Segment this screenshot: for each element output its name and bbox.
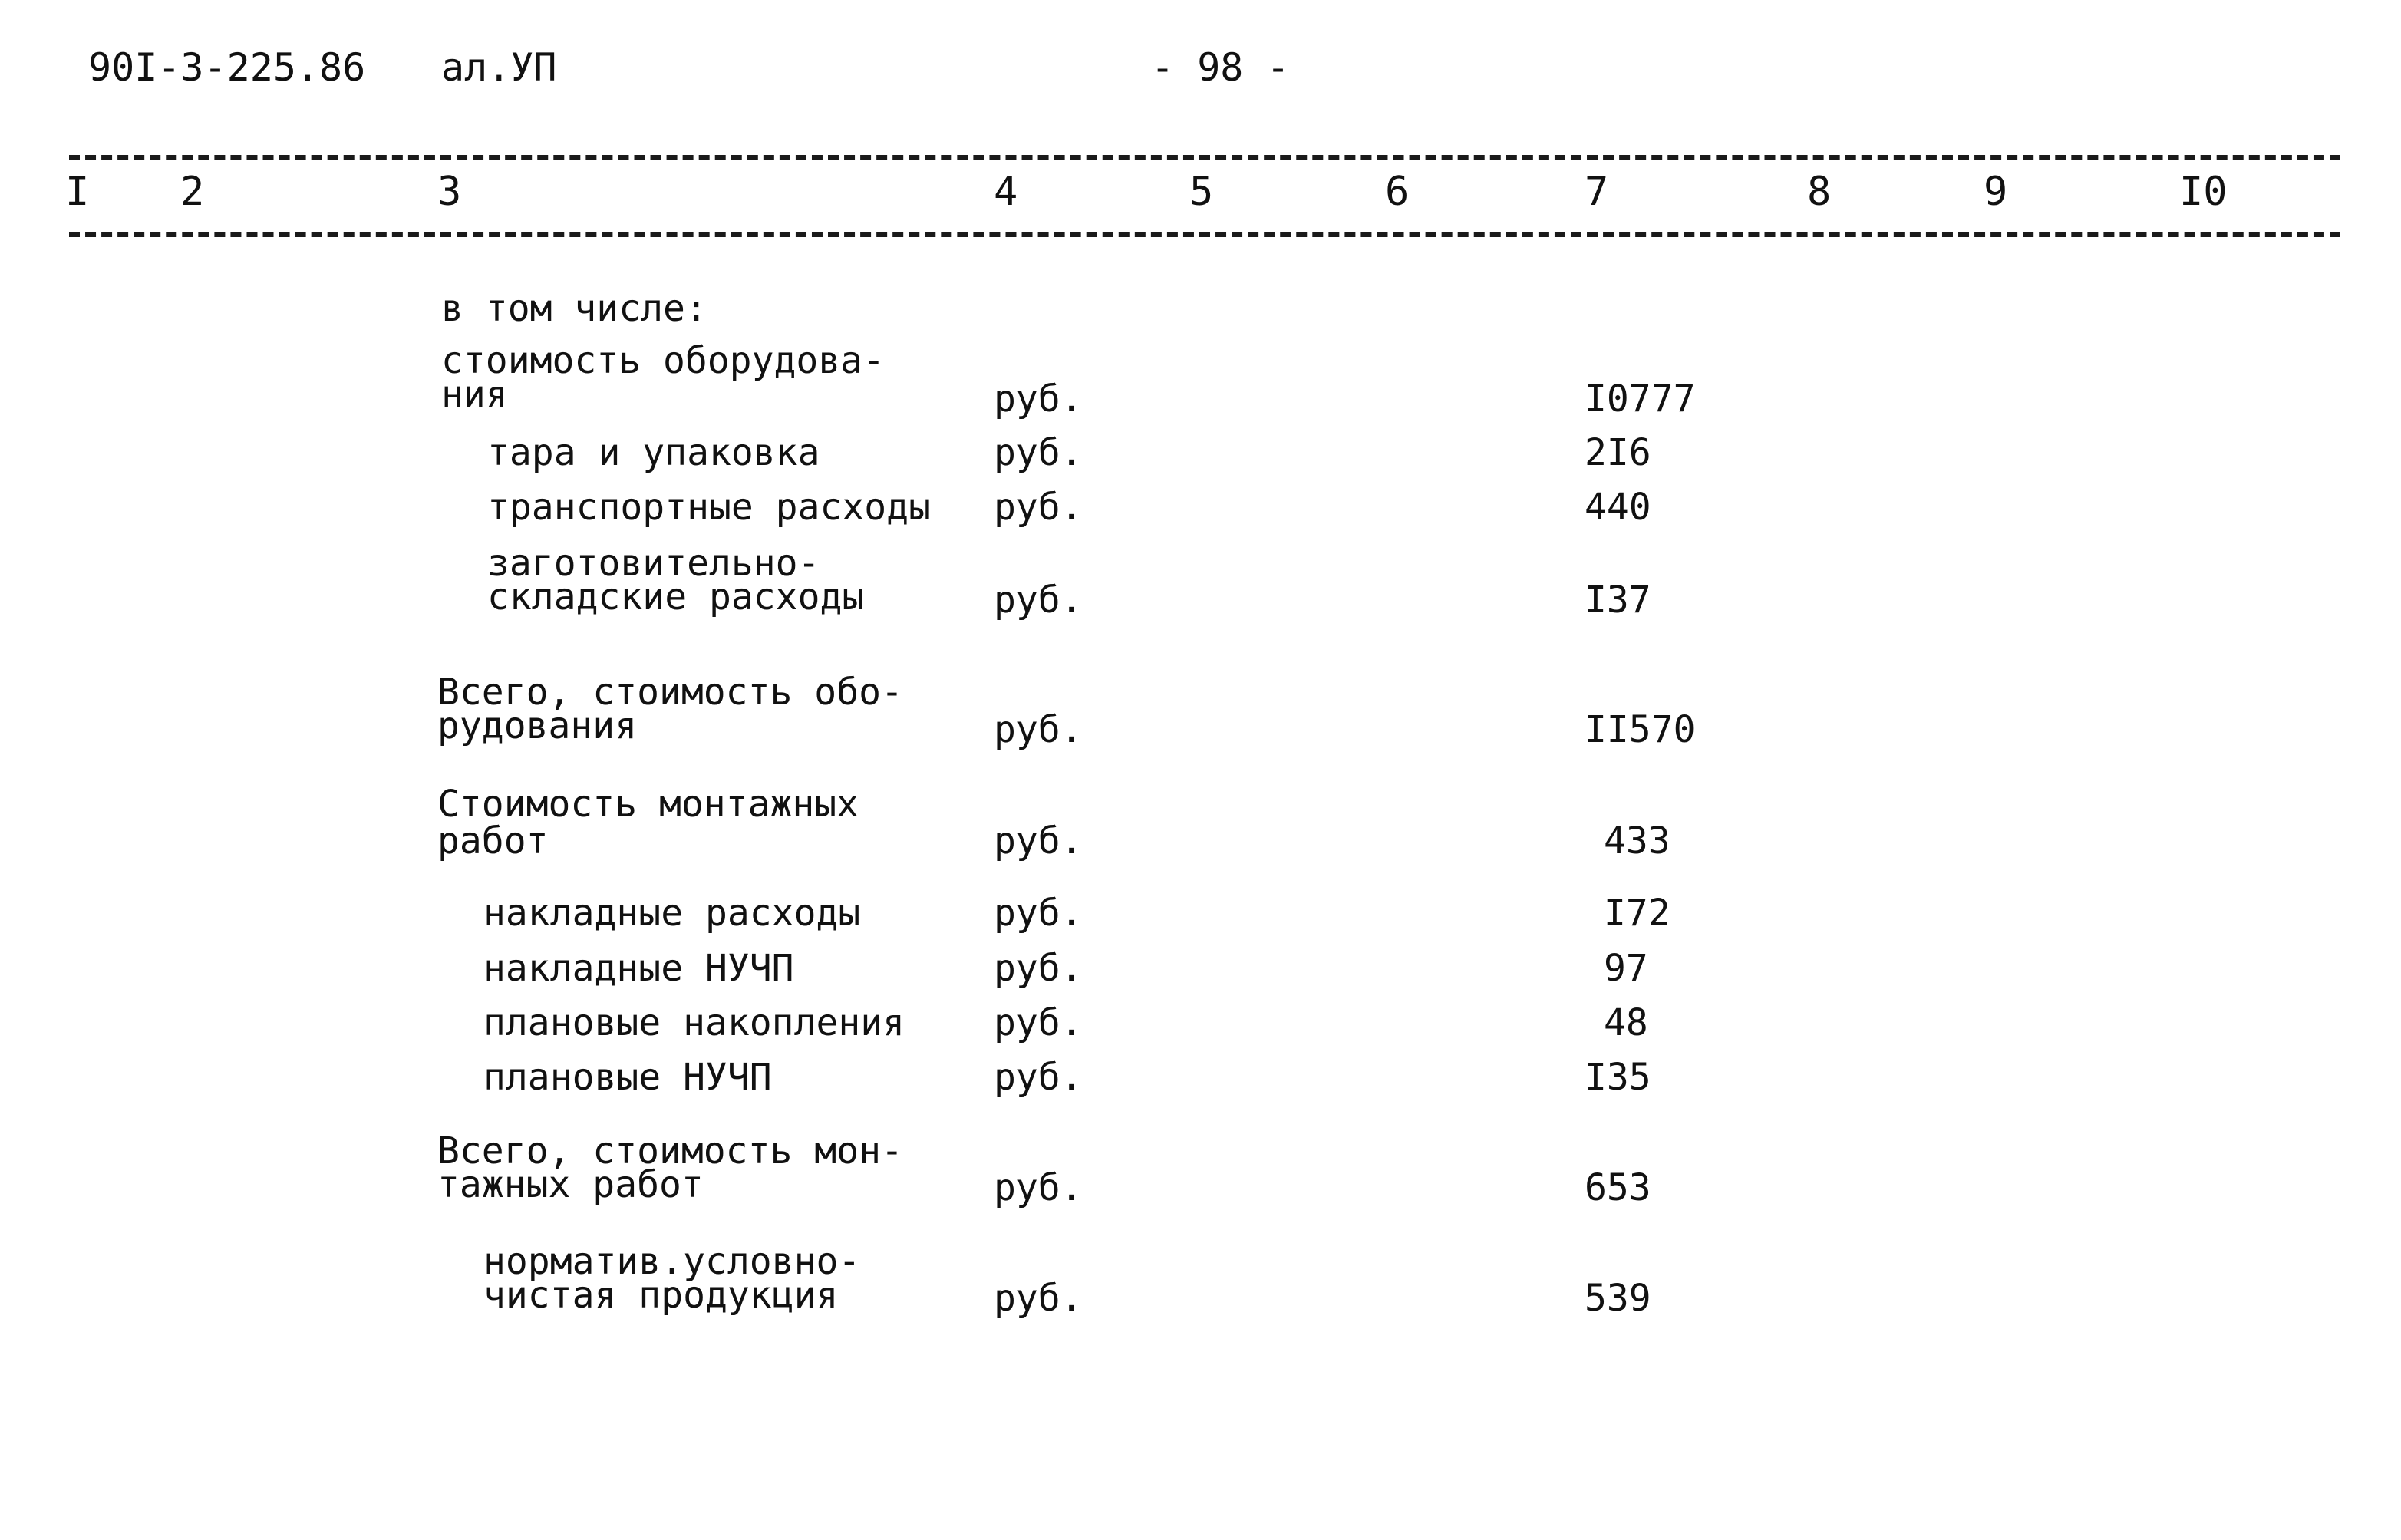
row-label-installation-cost: Стоимость монтажных работ	[437, 783, 859, 862]
sheet-label: ал.УП	[441, 45, 557, 90]
row-unit-equipment-cost: руб.	[994, 378, 1083, 420]
table-header-rule	[69, 232, 2340, 237]
row-label-planned-nuchp: плановые НУЧП	[483, 1056, 772, 1099]
row-unit-total-equipment: руб.	[994, 708, 1083, 751]
column-number-1: I	[65, 169, 90, 215]
page-number: - 98 -	[1151, 45, 1290, 90]
row-label-total-installation: Всего, стоимость мон- тажных работ	[437, 1129, 903, 1206]
row-unit-overhead-nuchp: руб.	[994, 947, 1083, 990]
row-value-total-equipment: II570	[1585, 708, 1696, 751]
row-unit-packaging: руб.	[994, 431, 1083, 474]
column-number-10: I0	[2179, 169, 2228, 215]
row-unit-planned-nuchp: руб.	[994, 1056, 1083, 1099]
column-number-3: 3	[437, 169, 462, 215]
row-label-planned-savings: плановые накопления	[483, 1001, 905, 1044]
row-value-packaging: 2I6	[1585, 431, 1651, 474]
row-value-transport: 440	[1585, 486, 1651, 529]
column-number-6: 6	[1385, 169, 1410, 215]
column-number-8: 8	[1807, 169, 1832, 215]
column-number-7: 7	[1585, 169, 1609, 215]
row-unit-planned-savings: руб.	[994, 1001, 1083, 1044]
row-label-procurement-storage: заготовительно- складские расходы	[487, 542, 865, 618]
column-number-4: 4	[994, 169, 1018, 215]
row-value-equipment-cost: I0777	[1585, 378, 1696, 420]
row-label-equipment-cost: стоимость оборудова- ния	[441, 339, 885, 416]
row-value-planned-nuchp: I35	[1585, 1056, 1651, 1099]
row-label-overhead: накладные расходы	[483, 892, 861, 935]
row-unit-total-installation: руб.	[994, 1166, 1083, 1209]
row-label-packaging: тара и упаковка	[487, 431, 820, 474]
row-label-overhead-nuchp: накладные НУЧП	[483, 947, 794, 990]
column-number-5: 5	[1189, 169, 1214, 215]
row-unit-procurement-storage: руб.	[994, 579, 1083, 622]
table-top-rule	[69, 155, 2340, 160]
document-code: 90I-3-225.86	[88, 45, 366, 90]
row-label-total-equipment: Всего, стоимость обо- рудования	[437, 671, 903, 747]
row-unit-installation-cost: руб.	[994, 819, 1083, 862]
row-label-including: в том числе:	[441, 287, 707, 330]
row-label-net-production: норматив.условно- чистая продукция	[483, 1240, 861, 1317]
row-value-overhead: I72	[1604, 892, 1670, 935]
row-value-total-installation: 653	[1585, 1166, 1651, 1209]
row-unit-overhead: руб.	[994, 892, 1083, 935]
row-value-planned-savings: 48	[1604, 1001, 1648, 1044]
column-number-9: 9	[1984, 169, 2008, 215]
row-value-installation-cost: 433	[1604, 819, 1670, 862]
row-value-overhead-nuchp: 97	[1604, 947, 1648, 990]
row-unit-transport: руб.	[994, 486, 1083, 529]
row-label-transport: транспортные расходы	[487, 486, 931, 529]
column-number-2: 2	[180, 169, 205, 215]
row-value-net-production: 539	[1585, 1277, 1651, 1320]
row-value-procurement-storage: I37	[1585, 579, 1651, 622]
row-unit-net-production: руб.	[994, 1277, 1083, 1320]
